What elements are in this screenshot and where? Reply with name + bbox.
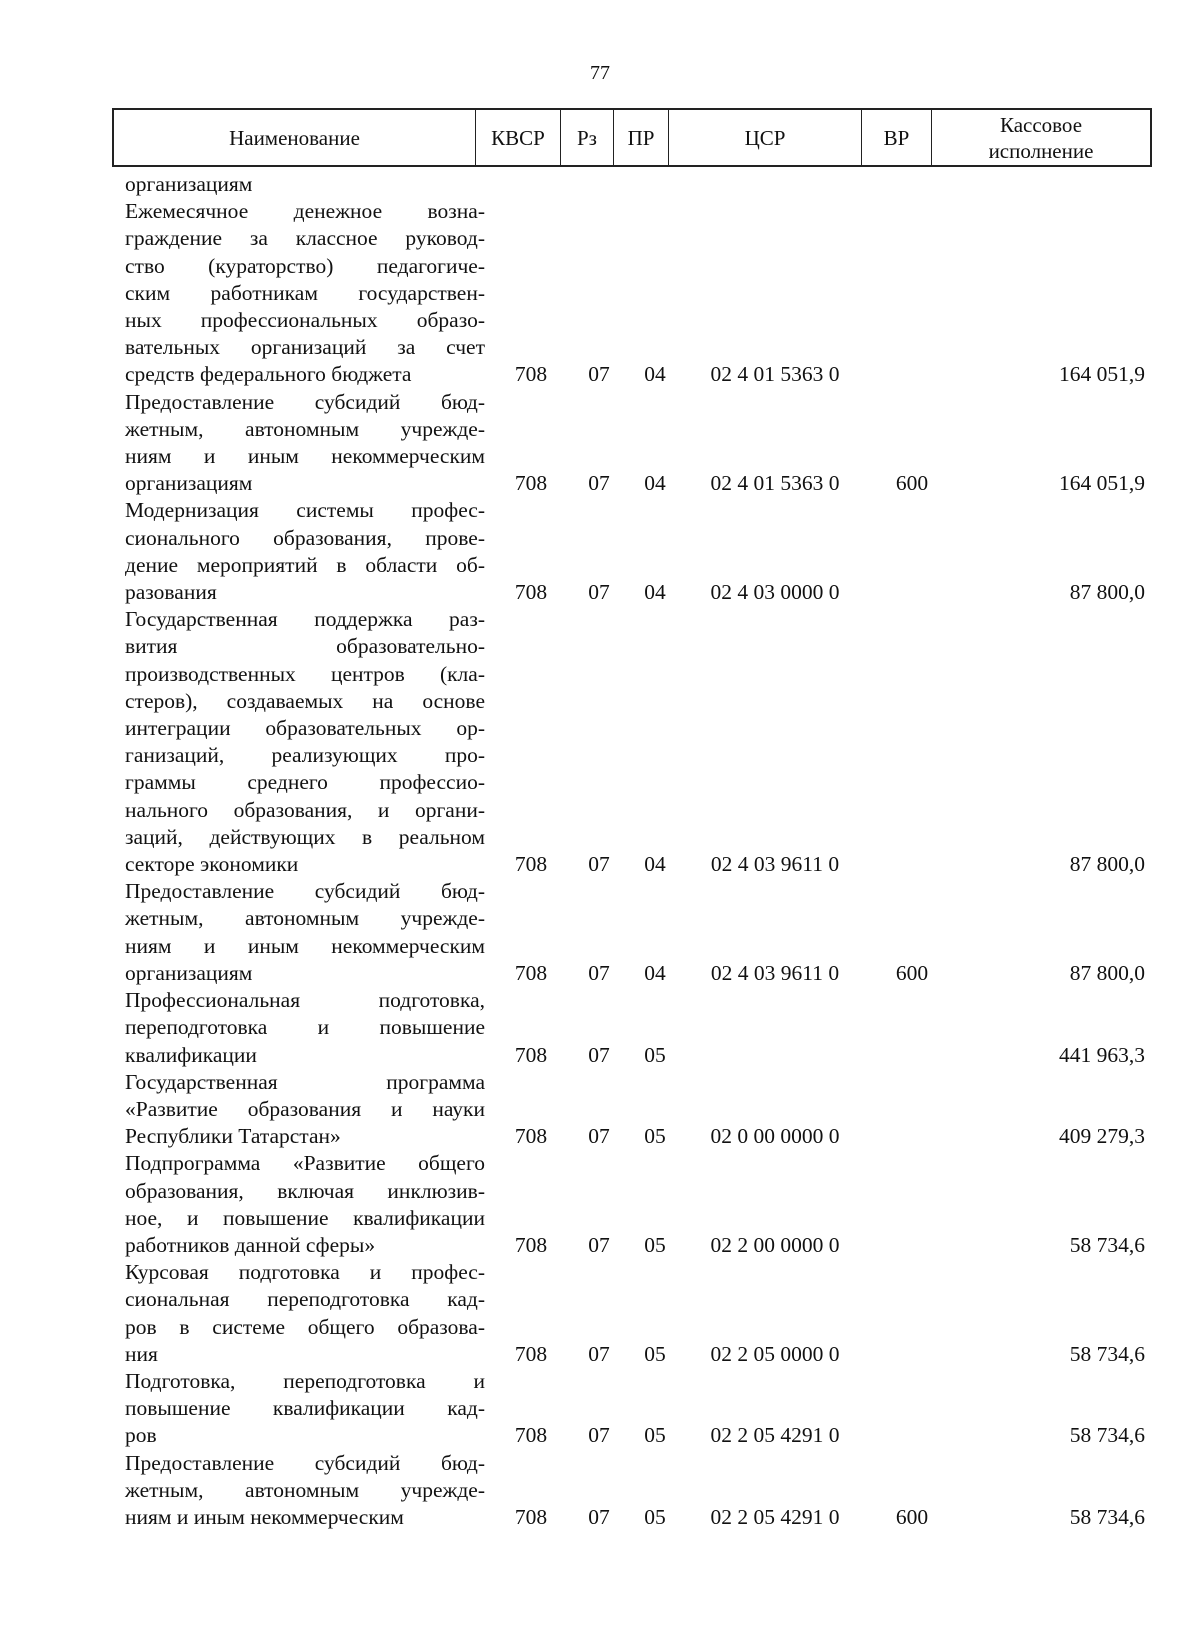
- row-name-line: нального образования, и органи-: [125, 797, 485, 822]
- kvsr-cell: 708: [514, 362, 548, 387]
- row-name-line: «Развитие образования и науки: [125, 1096, 485, 1121]
- table-row: [0, 1450, 1200, 1532]
- kvsr-cell: 708: [514, 960, 548, 985]
- row-name-line: ния: [125, 1341, 158, 1366]
- pr-cell: 04: [644, 471, 666, 496]
- kassovoe-cell: 87 800,0: [1069, 580, 1145, 605]
- kvsr-cell: 708: [514, 1423, 548, 1448]
- table-header: [112, 108, 1152, 167]
- rz-cell: 07: [588, 1423, 610, 1448]
- rz-cell: 07: [588, 852, 610, 877]
- csr-cell: 02 2 05 4291 0: [710, 1423, 840, 1448]
- header-csr: ЦСР: [669, 110, 862, 165]
- row-name-line: ниям и иным некоммерческим: [125, 933, 485, 958]
- row-name-line: Подготовка, переподготовка и: [125, 1368, 485, 1393]
- row-name-line: квалификации: [125, 1042, 257, 1067]
- row-name-line: ниям и иным некоммерческим: [125, 1504, 404, 1529]
- csr-cell: 02 2 05 0000 0: [710, 1341, 840, 1366]
- kassovoe-cell: 164 051,9: [1059, 362, 1145, 387]
- kassovoe-cell: 409 279,3: [1059, 1124, 1145, 1149]
- kassovoe-cell: 58 734,6: [1069, 1504, 1145, 1529]
- csr-cell: 02 4 03 9611 0: [710, 960, 840, 985]
- row-name-line: Предоставление субсидий бюд-: [125, 389, 485, 414]
- kvsr-cell: 708: [514, 471, 548, 496]
- rz-cell: 07: [588, 1232, 610, 1257]
- table-row: [0, 389, 1200, 498]
- table-row: [0, 497, 1200, 606]
- row-name-line: организациям: [125, 172, 253, 196]
- row-name: [125, 1450, 485, 1532]
- kassovoe-cell: 441 963,3: [1059, 1042, 1145, 1067]
- table-row: [0, 1069, 1200, 1151]
- rz-cell: 07: [588, 1504, 610, 1529]
- row-name-line: работников данной сферы»: [125, 1232, 376, 1257]
- kassovoe-cell: 58 734,6: [1069, 1341, 1145, 1366]
- csr-cell: 02 2 00 0000 0: [710, 1232, 840, 1257]
- rz-cell: 07: [588, 580, 610, 605]
- kassovoe-cell: 58 734,6: [1069, 1423, 1145, 1448]
- row-name-line: жетным, автономным учрежде-: [125, 416, 485, 441]
- row-name: [125, 1150, 485, 1259]
- row-name-line: граждение за классное руковод-: [125, 226, 485, 251]
- kvsr-cell: 708: [514, 852, 548, 877]
- row-name-line: Предоставление субсидий бюд-: [125, 879, 485, 904]
- vr-cell: 600: [895, 1504, 929, 1529]
- row-name-line: Ежемесячное денежное возна-: [125, 199, 485, 224]
- csr-cell: 02 2 05 4291 0: [710, 1504, 840, 1529]
- kvsr-cell: 708: [514, 1341, 548, 1366]
- table-row: [0, 606, 1200, 878]
- pr-cell: 05: [644, 1504, 666, 1529]
- row-name-line: ных профессиональных образо-: [125, 308, 485, 333]
- pr-cell: 04: [644, 960, 666, 985]
- row-name: [125, 171, 485, 198]
- rz-cell: 07: [588, 960, 610, 985]
- row-name-line: ским работникам государствен-: [125, 280, 485, 305]
- kvsr-cell: 708: [514, 1042, 548, 1067]
- kassovoe-cell: 87 800,0: [1069, 852, 1145, 877]
- row-name-line: ров: [125, 1423, 157, 1448]
- page-number: 77: [590, 62, 610, 84]
- pr-cell: 05: [644, 1341, 666, 1366]
- header-pr: ПР: [614, 110, 669, 165]
- csr-cell: 02 4 03 9611 0: [710, 852, 840, 877]
- kassovoe-cell: 58 734,6: [1069, 1232, 1145, 1257]
- table-row: [0, 1368, 1200, 1450]
- kassovoe-cell: 164 051,9: [1059, 471, 1145, 496]
- vr-cell: 600: [895, 471, 929, 496]
- header-vr: ВР: [862, 110, 932, 165]
- row-name-line: Республики Татарстан»: [125, 1124, 341, 1149]
- row-name-line: организациям: [125, 960, 253, 985]
- row-name-line: граммы среднего профессио-: [125, 770, 485, 795]
- row-name-line: ниям и иным некоммерческим: [125, 444, 485, 469]
- row-name: [125, 1069, 485, 1151]
- row-name-line: переподготовка и повышение: [125, 1015, 485, 1040]
- table-row: [0, 1150, 1200, 1259]
- row-name-line: Модернизация системы профес-: [125, 498, 485, 523]
- kvsr-cell: 708: [514, 580, 548, 605]
- kassovoe-cell: 87 800,0: [1069, 960, 1145, 985]
- row-name-line: образования, включая инклюзив-: [125, 1178, 485, 1203]
- row-name-line: Профессиональная подготовка,: [125, 988, 485, 1013]
- pr-cell: 05: [644, 1423, 666, 1448]
- pr-cell: 05: [644, 1124, 666, 1149]
- kvsr-cell: 708: [514, 1124, 548, 1149]
- rz-cell: 07: [588, 362, 610, 387]
- row-name: [125, 606, 485, 878]
- rz-cell: 07: [588, 1341, 610, 1366]
- kvsr-cell: 708: [514, 1504, 548, 1529]
- row-name-line: жетным, автономным учрежде-: [125, 906, 485, 931]
- row-name-line: жетным, автономным учрежде-: [125, 1477, 485, 1502]
- row-name: [125, 878, 485, 987]
- table-row: [0, 878, 1200, 987]
- row-name-line: сионального образования, прове-: [125, 525, 485, 550]
- row-name: [125, 497, 485, 606]
- row-name-line: ганизаций, реализующих про-: [125, 743, 485, 768]
- rz-cell: 07: [588, 471, 610, 496]
- row-name-line: Подпрограмма «Развитие общего: [125, 1151, 485, 1176]
- pr-cell: 04: [644, 580, 666, 605]
- row-name: [125, 1368, 485, 1450]
- kvsr-cell: 708: [514, 1232, 548, 1257]
- row-name-line: Предоставление субсидий бюд-: [125, 1450, 485, 1475]
- row-name-line: организациям: [125, 471, 253, 496]
- row-name-line: средств федерального бюджета: [125, 362, 412, 387]
- row-name-line: секторе экономики: [125, 852, 299, 877]
- row-name-line: повышение квалификации кад-: [125, 1396, 485, 1421]
- row-name: [125, 389, 485, 498]
- header-kassovoe: [932, 110, 1150, 165]
- row-name-line: заций, действующих в реальном: [125, 824, 485, 849]
- row-name-line: ров в системе общего образова-: [125, 1314, 485, 1339]
- row-name-line: стеров), создаваемых на основе: [125, 688, 485, 713]
- header-name: Наименование: [114, 110, 476, 165]
- row-name-line: сиональная переподготовка кад-: [125, 1287, 485, 1312]
- table-body: [0, 171, 1200, 1531]
- rz-cell: 07: [588, 1042, 610, 1067]
- row-name-line: производственных центров (кла-: [125, 661, 485, 686]
- row-name-line: Государственная поддержка раз-: [125, 607, 485, 632]
- row-name-line: разования: [125, 580, 217, 605]
- vr-cell: 600: [895, 960, 929, 985]
- row-name-line: дение мероприятий в области об-: [125, 552, 485, 577]
- row-name-line: ное, и повышение квалификации: [125, 1205, 485, 1230]
- pr-cell: 05: [644, 1042, 666, 1067]
- row-name: [125, 1259, 485, 1368]
- csr-cell: 02 4 03 0000 0: [710, 580, 840, 605]
- row-name: [125, 987, 485, 1069]
- csr-cell: 02 4 01 5363 0: [710, 471, 840, 496]
- csr-cell: 02 4 01 5363 0: [710, 362, 840, 387]
- table-row: [0, 1259, 1200, 1368]
- header-rz: Рз: [561, 110, 614, 165]
- pr-cell: 04: [644, 852, 666, 877]
- pr-cell: 05: [644, 1232, 666, 1257]
- header-kvsr: КВСР: [476, 110, 561, 165]
- row-name-line: интеграции образовательных ор-: [125, 716, 485, 741]
- csr-cell: 02 0 00 0000 0: [710, 1124, 840, 1149]
- row-name-line: Курсовая подготовка и профес-: [125, 1260, 485, 1285]
- row-name-line: вательных организаций за счет: [125, 335, 485, 360]
- rz-cell: 07: [588, 1124, 610, 1149]
- row-name-line: Государственная программа: [125, 1069, 485, 1094]
- table-row: [0, 171, 1200, 198]
- table-row: [0, 987, 1200, 1069]
- table-row: [0, 198, 1200, 388]
- header-kassovoe-line2: исполнение: [988, 138, 1094, 163]
- row-name-line: ство (кураторство) педагогиче-: [125, 253, 485, 278]
- row-name-line: вития образовательно-: [125, 634, 485, 659]
- pr-cell: 04: [644, 362, 666, 387]
- row-name: [125, 198, 485, 388]
- header-kassovoe-line1: Кассовое: [999, 112, 1083, 137]
